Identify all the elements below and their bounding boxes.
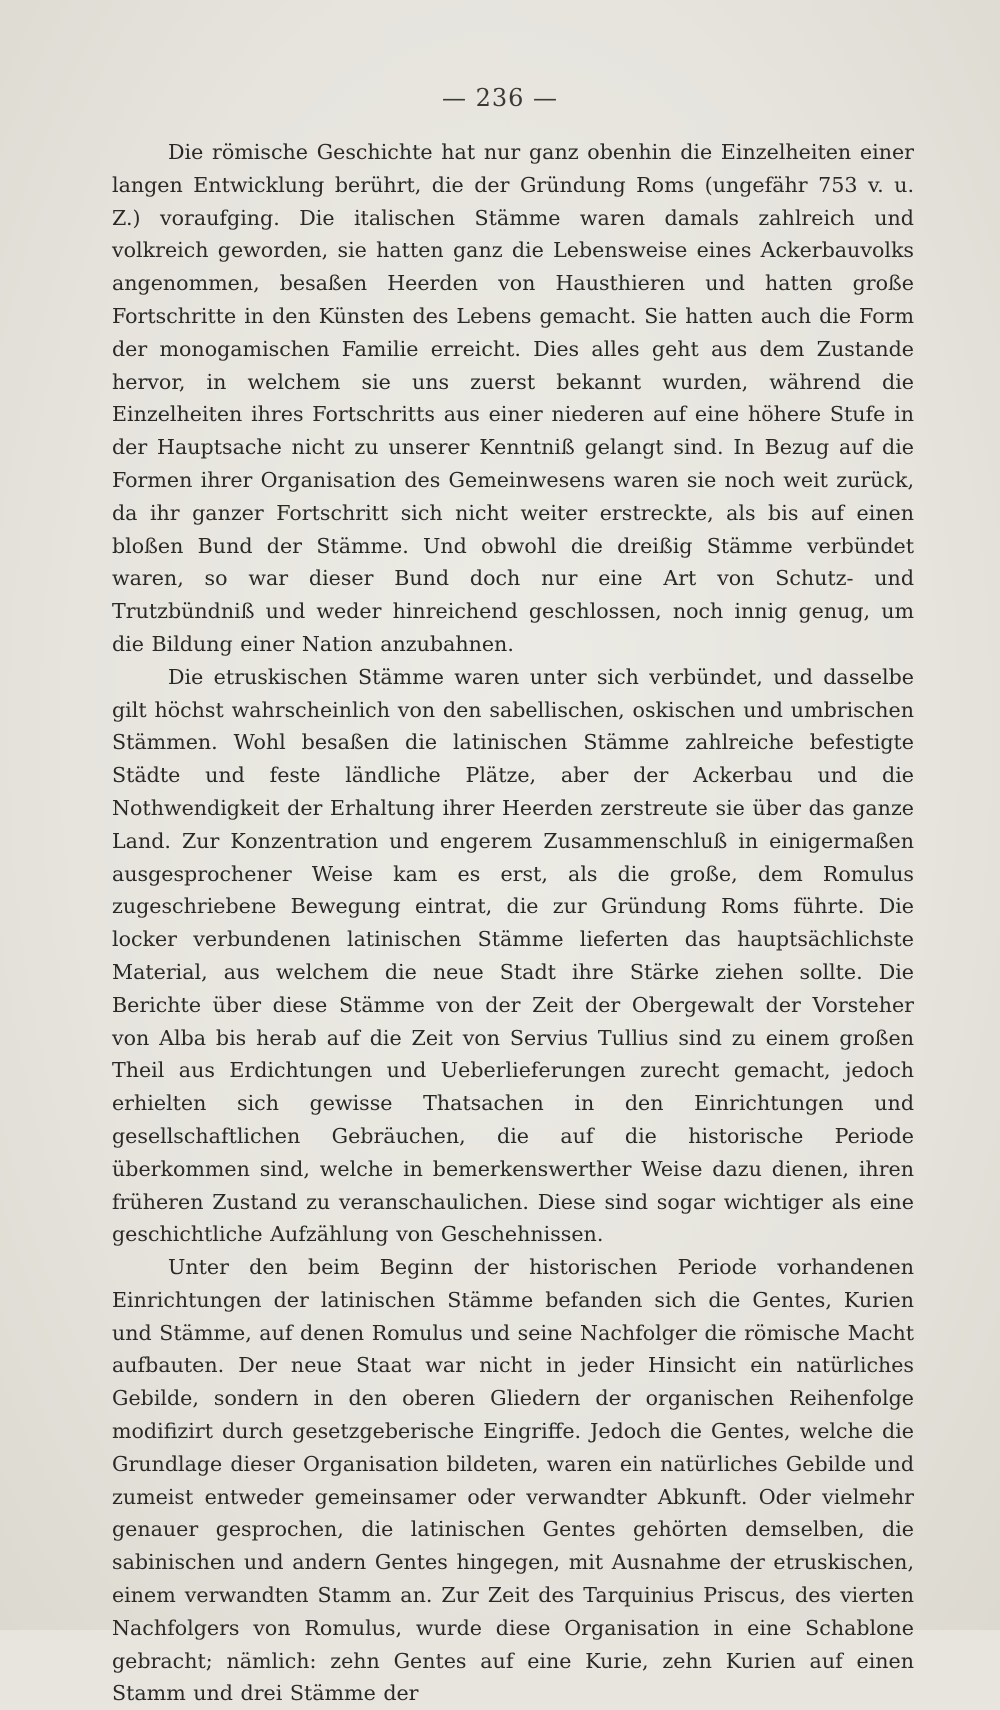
paragraph: Unter den beim Beginn der historischen Periode vorhandenen Einrichtungen der latinischen Stämme befanden sich die Gentes, Kurien und Stämme, auf denen Romulus und seine Nachfolger die römische Macht aufbauten. Der neue Staat war nicht in jeder Hinsicht ein natürliches Gebilde, sondern in den oberen Gliedern der organischen Reihenfolge modifizirt durch gesetzgeberische Eingriffe. Jedoch die Gentes, welche die Grundlage dieser Organisation bildeten, waren ein natürliches Gebilde und zumeist entweder gemeinsamer oder verwandter Abkunft. Oder vielmehr genauer gesprochen, die latinischen Gentes gehörten demselben, die sabinischen und andern Gentes hingegen, mit Ausnahme der etruskischen, einem verwandten Stamm an. Zur Zeit des Tarquinius Priscus, des vierten Nachfolgers von Romulus, wurde diese Organisation in eine Schablone gebracht; nämlich: zehn Gentes auf eine Kurie, zehn Kurien auf einen Stamm und drei Stämme der [112,1255,914,1706]
paragraph: Die römische Geschichte hat nur ganz obenhin die Einzelheiten einer langen Entwicklung berührt, die der Gründung Roms (ungefähr 753 v. u. Z.) voraufging. Die italischen Stämme waren damals zahlreich und volkreich geworden, sie hatten ganz die Lebensweise eines Ackerbauvolks angenommen, besaßen Heerden von Hausthieren und hatten große Fortschritte in den Künsten des Lebens gemacht. Sie hatten auch die Form der monogamischen Familie erreicht. Dies alles geht aus dem Zustande hervor, in welchem sie uns zuerst bekannt wurden, während die Einzelheiten ihres Fortschritts aus einer niederen auf eine höhere Stufe in der Hauptsache nicht zu unserer Kenntniß gelangt sind. In Bezug auf die Formen ihrer Organisation des Gemeinwesens waren sie noch weit zurück, da ihr ganzer Fortschritt sich nicht weiter erstreckte, als bis auf einen bloßen Bund der Stämme. Und obwohl die dreißig Stämme verbündet waren, so war dieser Bund doch nur eine Art von Schutz- und Trutzbündniß und weder hinreichend geschlossen, noch innig genug, um die Bildung einer Nation anzubahnen. [112,140,914,656]
page-number: — 236 — [441,84,559,112]
page-body [112,136,914,1710]
paragraph: Die etruskischen Stämme waren unter sich verbündet, und dasselbe gilt höchst wahrscheinlich von den sabellischen, oskischen und umbrischen Stämmen. Wohl besaßen die latinischen Stämme zahlreiche befestigte Städte und feste ländliche Plätze, aber der Ackerbau und die Nothwendigkeit der Erhaltung ihrer Heerden zerstreute sie über das ganze Land. Zur Konzentration und engerem Zusammenschluß in einigermaßen ausgesprochener Weise kam es erst, als die große, dem Romulus zugeschriebene Bewegung eintrat, die zur Gründung Roms führte. Die locker verbundenen latinischen Stämme lieferten das hauptsächlichste Material, aus welchem die neue Stadt ihre Stärke ziehen sollte. Die Berichte über diese Stämme von der Zeit der Obergewalt der Vorsteher von Alba bis herab auf die Zeit von Servius Tullius sind zu einem großen Theil aus Erdichtungen und Ueberlieferungen zurecht gemacht, jedoch erhielten sich gewisse Thatsachen in den Einrichtungen und gesellschaftlichen Gebräuchen, die auf die historische Periode überkommen sind, welche in bemerkenswerther Weise dazu dienen, ihren früheren Zustand zu veranschaulichen. Diese sind sogar wichtiger als eine geschichtliche Aufzählung von Geschehnissen. [112,664,914,1247]
